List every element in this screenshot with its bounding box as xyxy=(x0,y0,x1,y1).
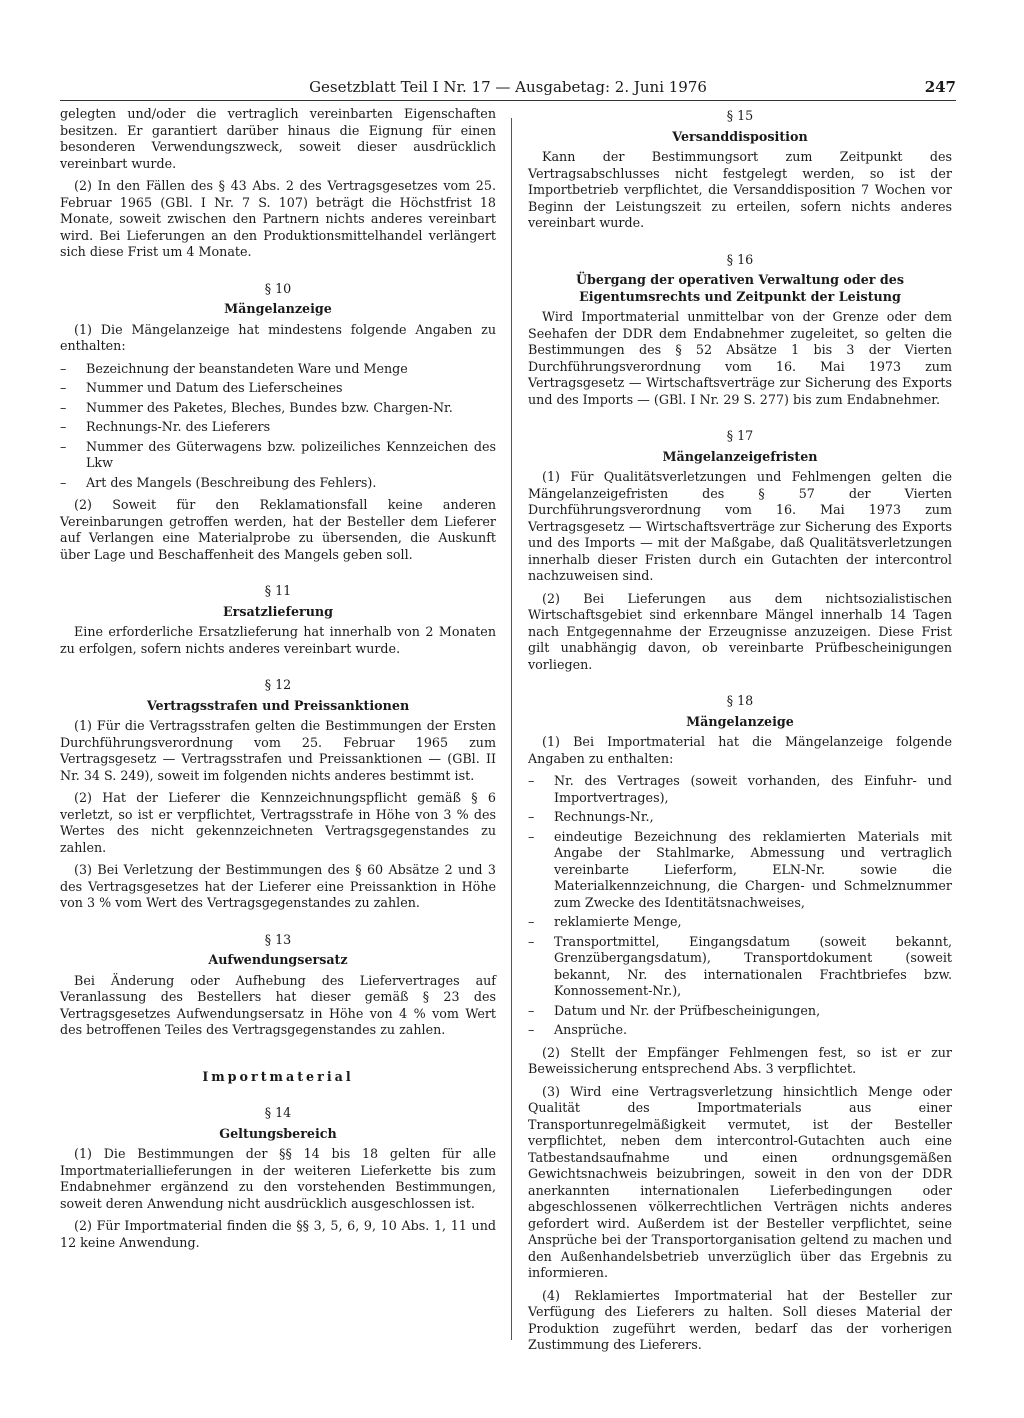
list-item: – reklamierte Menge, xyxy=(528,914,952,931)
paragraph: (1) Bei Importmaterial hat die Mängelanzeige folgende Angaben zu enthalten: xyxy=(528,734,952,766)
page-number: 247 xyxy=(924,78,956,96)
section-title: Mängelanzeige xyxy=(686,713,794,729)
right-column xyxy=(528,106,952,1360)
list-item: – Nummer des Paketes, Bleches, Bundes bzw. Chargen-Nr. xyxy=(60,400,496,417)
list-item: – Art des Mangels (Beschreibung des Fehlers). xyxy=(60,475,496,492)
list-item: – Rechnungs-Nr. des Lieferers xyxy=(60,419,496,436)
list-item: – Rechnungs-Nr., xyxy=(528,809,952,826)
list-item: – Nummer und Datum des Lieferscheines xyxy=(60,380,496,397)
paragraph: Bei Änderung oder Aufhebung des Liefervertrages auf Veranlassung des Bestellers hat dieser gemäß § 23 des Vertragsgesetzes Aufwendungsersatz in Höhe von 4 % vom Wert des betroffenen Teiles des Vertragsgegenstandes zu zahlen. xyxy=(60,972,496,1037)
paragraph: (1) Für die Vertragsstrafen gelten die Bestimmungen der Ersten Durchführungsverordnung vom 25. Februar 1965 zum Vertragsgesetz — Vertragsstrafen und Preissanktionen — (GBl. II Nr. 34 S. 249), soweit im folgenden nichts anderes bestimmt ist. xyxy=(60,718,496,783)
list-item: – Ansprüche. xyxy=(528,1022,952,1039)
paragraph: (3) Bei Verletzung der Bestimmungen des § 60 Absätze 2 und 3 des Vertragsgesetzes hat der Lieferer eine Preissanktion in Höhe von 3 % vom Wert des Vertragsgegenstandes zu zahlen. xyxy=(60,862,496,910)
paragraph: (2) Für Importmaterial finden die §§ 3, 5, 6, 9, 10 Abs. 1, 11 und 12 keine Anwendung. xyxy=(60,1218,496,1250)
paragraph: (2) In den Fällen des § 43 Abs. 2 des Vertragsgesetzes vom 25. Februar 1965 (GBl. I Nr. 7 S. 107) beträgt die Höchstfrist 18 Monate, soweit zwischen den Partnern nichts anderes vereinbart wird. Bei Lieferungen an den Produktionsmittelhandel verlängert sich diese Frist um 4 Monate. xyxy=(60,178,496,259)
section-title-line: Übergang der operativen Verwaltung oder des xyxy=(575,272,904,287)
continuation-text: gelegten und/oder die vertraglich vereinbarten Eigenschaften besitzen. Er garantiert darüber hinaus die Eignung für einen besonderen Verwendungszweck, soweit dieser ausdrücklich vereinbart wurde. xyxy=(60,106,496,171)
section-title: Mängelanzeigefristen xyxy=(662,448,818,464)
paragraph: Wird Importmaterial unmittelbar von der Grenze oder dem Seehafen der DDR dem Endabnehmer zugeleitet, so gelten die Bestimmungen des § 52 Absätze 1 bis 3 der Vierten Durchführungsverordnung vom 16. Mai 1973 zum Vertragsgesetz — Wirtschaftsverträge zur Sicherung des Exports und des Imports — (GBl. I Nr. 29 S. 277) bis zum Endabnehmer. xyxy=(528,309,952,407)
paragraph: (2) Bei Lieferungen aus dem nichtsozialistischen Wirtschaftsgebiet sind erkennbare Mängel innerhalb 14 Tagen nach Entgegennahme der Erzeugnisse anzuzeigen. Diese Frist gilt unabhängig davon, ob vereinbarte Prüfbescheinigungen vorliegen. xyxy=(528,590,952,672)
paragraph: (2) Stellt der Empfänger Fehlmengen fest, so ist er zur Beweissicherung entsprechend Abs. 3 verpflichtet. xyxy=(528,1044,952,1076)
section-title: Geltungsbereich xyxy=(219,1125,337,1141)
list-item: – Nummer des Güterwagens bzw. polizeiliches Kennzeichen des Lkw xyxy=(60,439,496,472)
section-number: § 10 xyxy=(264,280,292,296)
section-title: Vertragsstrafen und Preissanktionen xyxy=(146,697,410,713)
paragraph: (1) Die Mängelanzeige hat mindestens folgende Angaben zu enthalten: xyxy=(60,321,496,353)
section-number: § 16 xyxy=(726,251,754,267)
part-title: Importmaterial xyxy=(202,1068,354,1084)
page-header xyxy=(60,74,956,100)
paragraph: (2) Soweit für den Reklamationsfall keine anderen Vereinbarungen getroffen werden, hat der Besteller dem Lieferer auf Verlangen eine Materialprobe zu übersenden, die Auskunft über Lage und Beschaffenheit des Mangels geben soll. xyxy=(60,497,496,562)
header-title: Gesetzblatt Teil I Nr. 17 — Ausgabetag: 2. Juni 1976 xyxy=(309,78,707,96)
paragraph: (4) Reklamiertes Importmaterial hat der Besteller zur Verfügung des Lieferers zu halten. Soll dieses Material der Produktion zugeführt werden, bedarf das der vorherigen Zustimmung des Lieferers. xyxy=(528,1287,952,1352)
list-item: – Nr. des Vertrages (soweit vorhanden, des Einfuhr- und Importvertrages), xyxy=(528,773,952,806)
list-item: – Datum und Nr. der Prüfbescheinigungen, xyxy=(528,1003,952,1020)
section-number: § 15 xyxy=(726,108,754,123)
dash-list xyxy=(528,773,952,1039)
section-title: Aufwendungsersatz xyxy=(208,952,348,967)
section-title: Versanddisposition xyxy=(672,128,808,144)
section-title: Ersatzlieferung xyxy=(222,603,334,619)
section-number: § 14 xyxy=(264,1105,292,1120)
column-divider xyxy=(511,118,512,1340)
section-title: Mängelanzeige xyxy=(224,301,332,316)
dash-list xyxy=(60,361,496,492)
section-number: § 17 xyxy=(726,428,754,443)
left-column xyxy=(60,106,496,1257)
section-number: § 18 xyxy=(726,693,754,708)
list-item: – eindeutige Bezeichnung des reklamierten Materials mit Angabe der Stahlmarke, Abmessung und vertraglich vereinbarte Lieferform, ELN-Nr. sowie die Materialkennzeichnung, die Chargen- und Schmelznummer zum Zwecke des Identitätsnachweises, xyxy=(528,829,952,912)
paragraph: (1) Für Qualitätsverletzungen und Fehlmengen gelten die Mängelanzeigefristen des § 57 der Vierten Durchführungsverordnung vom 16. Mai 1973 zum Vertragsgesetz — Wirtschaftsverträge zur Sicherung des Exports und des Imports — mit der Maßgabe, daß Qualitätsverletzungen innerhalb dieser Fristen durch ein Gutachten der intercontrol nachzuweisen sind. xyxy=(528,469,952,583)
header-rule xyxy=(60,100,956,101)
paragraph: (3) Wird eine Vertragsverletzung hinsichtlich Menge oder Qualität des Importmaterials aus einer Transportunregelmäßigkeit vermutet, ist der Besteller verpflichtet, neben dem intercontrol-Gutachten auch eine Tatbestandsaufnahme und einen ordnungsgemäßen Gewichtsnachweis beizubringen, soweit in den von der DDR anerkannten internationalen Lieferbedingungen oder abgeschlossenen völkerrechtlichen Verträgen nichts anderes gefordert wird. Außerdem ist der Besteller verpflichtet, seine Ansprüche bei der Transportorganisation geltend zu machen und den Außenhandelsbetrieb unverzüglich über das Ergebnis zu informieren. xyxy=(528,1083,952,1280)
paragraph: (1) Die Bestimmungen der §§ 14 bis 18 gelten für alle Importmateriallieferungen in der weiteren Lieferkette bis zum Endabnehmer ergänzend zu den vorstehenden Bestimmungen, soweit deren Anwendung nicht ausdrücklich ausgeschlossen ist. xyxy=(60,1146,496,1211)
paragraph: Eine erforderliche Ersatzlieferung hat innerhalb von 2 Monaten zu erfolgen, sofern nichts anderes vereinbart wurde. xyxy=(60,624,496,656)
list-item: – Transportmittel, Eingangsdatum (soweit bekannt, Grenzübergangsdatum), Transportdokument (soweit bekannt, Nr. des internationalen Frachtbriefes bzw. Konnossement-Nr.), xyxy=(528,934,952,1000)
section-title xyxy=(528,272,952,305)
section-number: § 13 xyxy=(264,931,292,947)
section-number: § 12 xyxy=(264,677,292,692)
paragraph: (2) Hat der Lieferer die Kennzeichnungspflicht gemäß § 6 verletzt, so ist er verpflichtet, Vertragsstrafe in Höhe von 3 % des Wertes des nicht gekennzeichneten Vertragsgegenstandes zu zahlen. xyxy=(60,790,496,855)
paragraph: Kann der Bestimmungsort zum Zeitpunkt des Vertragsabschlusses nicht festgelegt werden, so ist der Importbetrieb verpflichtet, die Versanddisposition 7 Wochen vor Beginn der Leistungszeit zu erteilen, sofern nichts anderes vereinbart wurde. xyxy=(528,149,952,230)
section-number: § 11 xyxy=(264,583,292,598)
section-title-line: Eigentumsrechts und Zeitpunkt der Leistung xyxy=(579,288,901,304)
list-item: – Bezeichnung der beanstandeten Ware und Menge xyxy=(60,361,496,378)
